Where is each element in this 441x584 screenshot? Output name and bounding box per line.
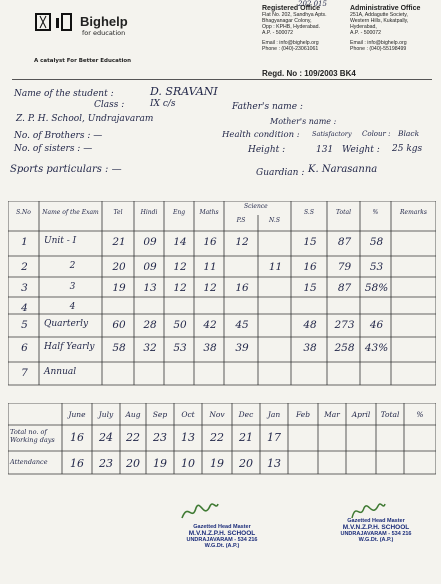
- marks-cell-maths: 12: [203, 282, 217, 294]
- attendance-cell: 13: [267, 457, 281, 470]
- health-label: Health condition :: [222, 130, 300, 140]
- attendance-cell: 23: [153, 431, 167, 444]
- registered-office-email: Email : info@bighelp.org: [262, 40, 319, 46]
- attendance-month-header: April: [351, 410, 371, 419]
- marks-cell-tel: 20: [112, 261, 126, 273]
- marks-cell-eng: 12: [173, 282, 187, 294]
- marks-cell-total: 87: [337, 282, 352, 294]
- marks-cell-ns: 11: [268, 261, 283, 273]
- marks-cell-exam: Unit - I: [44, 236, 77, 246]
- marks-cell-maths: 38: [203, 342, 217, 354]
- marks-cell-eng: 14: [173, 236, 187, 248]
- marks-cell-tel: 58: [112, 342, 126, 354]
- health-value: Satisfactory: [312, 130, 352, 138]
- attendance-cell: 20: [126, 457, 140, 470]
- name-label: Name of the student :: [14, 89, 114, 99]
- marks-cell-ps: 16: [235, 282, 249, 294]
- marks-cell-ss: 38: [303, 342, 317, 354]
- admin-office: [350, 5, 438, 52]
- marks-header-tel: Tel: [113, 209, 123, 216]
- marks-header-maths: Maths: [199, 209, 219, 216]
- height-label: Height :: [248, 145, 286, 155]
- class-value: IX c/s: [150, 99, 176, 109]
- brothers-label: No. of Brothers : —: [14, 131, 103, 141]
- registration-number: Regd. No : 109/2003 BK4: [262, 69, 356, 78]
- bighelp-logo-icon: [34, 12, 74, 32]
- colour-value: Black: [398, 129, 420, 138]
- registered-office-line: Bhagyanagar Colony,: [262, 18, 312, 24]
- marks-cell-hindi: 32: [143, 342, 157, 354]
- stamp-left: [168, 524, 276, 549]
- attendance-cell: 17: [267, 431, 281, 444]
- marks-cell-percent: 58: [369, 236, 384, 248]
- admin-office-title: Administrative Office: [350, 5, 421, 12]
- school-name: Z. P. H. School, Undrajavaram: [16, 114, 154, 124]
- weight-label: Weight :: [342, 145, 380, 155]
- registered-office-line: A.P. - 500072: [262, 30, 294, 36]
- stamp-left-title: Gazetted Head Master: [193, 524, 251, 530]
- attendance-cell: 22: [210, 431, 224, 444]
- marks-cell-total: 273: [334, 319, 355, 331]
- attendance-month-header: %: [416, 410, 424, 419]
- marks-cell-total: 79: [337, 261, 352, 273]
- attendance-cell: 10: [181, 457, 195, 470]
- marks-header-ns: N.S: [269, 217, 280, 224]
- sisters-label: No. of sisters : —: [14, 144, 93, 154]
- stamp-right-school: M.V.N.Z.P.H. SCHOOL: [342, 524, 410, 531]
- registered-office-line: Flat No. 202, Sandhya Apts.: [262, 12, 327, 18]
- admin-office-phone: Phone : (040)-55198499: [350, 46, 407, 52]
- admin-office-line: Western Hills, Kukatpally,: [350, 18, 409, 24]
- weight-value: 25 kgs: [392, 144, 423, 154]
- brand-subtitle: for education: [82, 29, 126, 37]
- marks-cell-exam: Quarterly: [44, 319, 89, 329]
- attendance-cell: 16: [70, 431, 84, 444]
- marks-cell-sno: 6: [21, 342, 28, 354]
- marks-header-eng: Eng: [172, 209, 186, 216]
- marks-cell-maths: 11: [203, 261, 217, 273]
- guardian-label: Guardian :: [256, 168, 305, 178]
- registered-office-title: Registered Office: [262, 5, 320, 12]
- marks-cell-ps: 45: [235, 319, 249, 331]
- marks-cell-percent: 58%: [364, 282, 389, 294]
- marks-cell-eng: 12: [173, 261, 187, 273]
- marks-cell-hindi: 09: [143, 261, 157, 273]
- sports-label: Sports particulars : —: [10, 164, 122, 175]
- attendance-cell: 24: [99, 431, 113, 444]
- marks-cell-ss: 48: [303, 319, 317, 331]
- marks-header-percent: %: [372, 209, 379, 216]
- admin-office-line: A.P. - 500072: [350, 30, 382, 36]
- header-divider: [12, 79, 432, 80]
- marks-cell-sno: 4: [21, 302, 28, 314]
- class-label: Class :: [94, 100, 125, 110]
- marks-cell-ss: 15: [303, 282, 317, 294]
- marks-cell-ss: 16: [303, 261, 317, 273]
- attendance-cell: 21: [239, 431, 253, 444]
- attendance-month-header: July: [98, 410, 114, 419]
- marks-header-exam: Name of the Exam: [42, 209, 99, 216]
- attendance-cell: 19: [210, 457, 224, 470]
- stamp-right: [322, 518, 430, 543]
- marks-cell-maths: 16: [203, 236, 217, 248]
- marks-cell-ss: 15: [303, 236, 317, 248]
- attendance-month-header: Total: [380, 410, 400, 419]
- attendance-row-label: Attendance: [10, 458, 48, 466]
- attendance-month-header: Mar: [324, 410, 340, 419]
- colour-label: Colour :: [362, 130, 391, 138]
- attendance-row-label: Total no. of Working days: [10, 428, 55, 444]
- marks-cell-total: 87: [337, 236, 352, 248]
- attendance-cell: 16: [70, 457, 84, 470]
- registered-office-phone: Phone : (040)-23061061: [262, 46, 319, 52]
- marks-table: [8, 201, 436, 386]
- marks-cell-sno: 3: [21, 282, 28, 294]
- marks-cell-hindi: 28: [143, 319, 157, 331]
- marks-cell-sno: 2: [21, 261, 28, 273]
- stamp-right-place: UNDRAJAVARAM - 534 216: [340, 531, 412, 537]
- fathers-name-label: Father's name :: [232, 102, 303, 112]
- attendance-month-header: June: [68, 410, 86, 419]
- marks-cell-tel: 21: [112, 236, 126, 248]
- marks-cell-eng: 53: [173, 342, 187, 354]
- marks-header-hindi: Hindi: [140, 209, 158, 216]
- marks-cell-percent: 43%: [364, 342, 389, 354]
- stamp-left-school: M.V.N.Z.P.H. SCHOOL: [188, 530, 256, 537]
- marks-cell-percent: 46: [369, 319, 384, 331]
- attendance-cell: 22: [126, 431, 140, 444]
- top-note: 202 015: [298, 0, 327, 8]
- marks-cell-exam: Half Yearly: [44, 342, 95, 352]
- attendance-month-header: Sep: [152, 410, 168, 419]
- mothers-name-label: Mother's name :: [270, 117, 337, 126]
- marks-cell-tel: 19: [112, 282, 126, 294]
- stamp-right-title: Gazetted Head Master: [347, 518, 405, 524]
- guardian-name: K. Narasanna: [308, 164, 378, 175]
- brand-name: Bighelp: [80, 14, 128, 29]
- marks-cell-ps: 12: [235, 236, 249, 248]
- marks-cell-tel: 60: [112, 319, 126, 331]
- attendance-month-header: Jan: [267, 410, 281, 419]
- student-name: D. SRAVANI: [150, 85, 218, 98]
- marks-header-ps: P.S: [236, 217, 246, 224]
- marks-cell-exam: Annual: [44, 367, 77, 377]
- attendance-cell: 20: [239, 457, 253, 470]
- marks-cell-sno: 1: [21, 236, 28, 248]
- marks-header-total: Total: [335, 209, 352, 216]
- height-value: 131: [316, 145, 334, 155]
- marks-header-ss: S.S: [304, 209, 314, 216]
- science-label: Science: [244, 203, 268, 210]
- marks-cell-percent: 53: [369, 261, 384, 273]
- tagline: A catalyst For Better Education: [34, 58, 132, 64]
- marks-cell-hindi: 09: [143, 236, 157, 248]
- registered-office: [262, 5, 344, 52]
- stamp-left-place: UNDRAJAVARAM - 534 216: [186, 537, 258, 543]
- marks-cell-exam: 3: [69, 282, 76, 292]
- marks-cell-eng: 50: [173, 319, 187, 331]
- attendance-month-header: Oct: [181, 410, 195, 419]
- stamp-left-district: W.G.Dt. (A.P.): [204, 543, 240, 549]
- marks-cell-sno: 7: [21, 367, 28, 379]
- attendance-cell: 23: [99, 457, 113, 470]
- marks-cell-exam: 2: [69, 261, 76, 271]
- admin-office-line: Hyderabad,: [350, 24, 377, 30]
- marks-cell-maths: 42: [203, 319, 217, 331]
- attendance-month-header: Dec: [238, 410, 254, 419]
- marks-cell-exam: 4: [69, 302, 76, 312]
- registered-office-line: Opp : KPHB, Hyderabad.: [262, 24, 320, 30]
- marks-cell-ps: 39: [235, 342, 249, 354]
- attendance-table: [8, 403, 436, 475]
- admin-office-email: Email : info@bighelp.org: [350, 40, 407, 46]
- stamp-right-district: W.G.Dt. (A.P.): [358, 537, 394, 543]
- marks-cell-sno: 5: [21, 319, 28, 331]
- marks-header-sno: S.No: [16, 209, 31, 216]
- marks-header-remarks: Remarks: [400, 209, 427, 216]
- attendance-month-header: Nov: [209, 410, 225, 419]
- attendance-cell: 19: [153, 457, 167, 470]
- admin-office-line: 251A, Addagutte Society,: [350, 12, 408, 18]
- signature-left: [180, 500, 220, 522]
- attendance-cell: 13: [181, 431, 195, 444]
- marks-cell-hindi: 13: [143, 282, 157, 294]
- attendance-month-header: Feb: [295, 410, 311, 419]
- attendance-month-header: Aug: [125, 410, 141, 419]
- marks-cell-total: 258: [334, 342, 355, 354]
